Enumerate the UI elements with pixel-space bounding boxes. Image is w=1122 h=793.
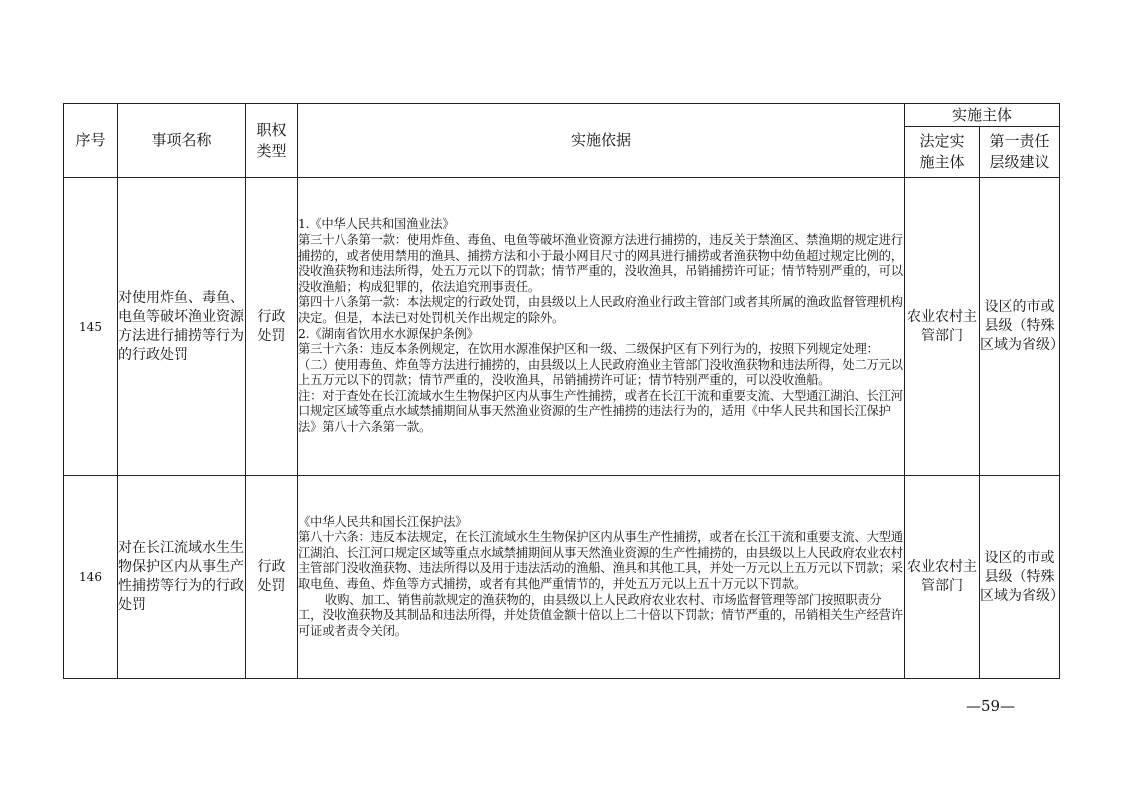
enforcement-table — [63, 103, 1064, 679]
row-legal-subject: 农业农村主管部门 — [905, 178, 980, 476]
basis-line: 第三十六条：违反本条例规定，在饮用水源准保护区和一级、二级保护区有下列行为的，按照下列规定处理： — [298, 342, 879, 357]
header-first-level: 第一责任层级建议 — [980, 127, 1060, 178]
header-type: 职权类型 — [246, 104, 298, 178]
row-name: 对使用炸鱼、毒鱼、电鱼等破坏渔业资源方法进行捕捞等行为的行政处罚 — [118, 178, 246, 476]
header-subject: 实施主体 — [905, 104, 1060, 127]
table-row — [64, 476, 1060, 679]
table-row — [64, 178, 1060, 476]
row-first-level: 设区的市或县级（特殊区域为省级） — [980, 476, 1060, 679]
basis-line: （二）使用毒鱼、炸鱼等方法进行捕捞的，由县级以上人民政府渔业主管部门没收渔获物和违法所得，处二万元以上五万元以下的罚款；情节严重的，没收渔具，吊销捕捞许可证；情节特别严重的，可以没收渔船。 — [298, 357, 903, 388]
row-basis — [298, 178, 905, 476]
header-name: 事项名称 — [118, 104, 246, 178]
page-number: —59— — [966, 697, 1016, 715]
row-seq: 145 — [64, 178, 118, 476]
header-seq: 序号 — [64, 104, 118, 178]
basis-line: 第四十八条第一款：本法规定的行政处罚，由县级以上人民政府渔业行政主管部门或者其所属的渔政监督管理机构决定。但是，本法已对处罚机关作出规定的除外。 — [298, 295, 903, 325]
row-legal-subject: 农业农村主管部门 — [905, 476, 980, 679]
basis-line: 收购、加工、销售前款规定的渔获物的，由县级以上人民政府农业农村、市场监督管理等部门按照职责分工，没收渔获物及其制品和违法所得，并处货值金额十倍以上二十倍以下罚款；情节严重的，吊销相关生产经营许可证或者责令关闭。 — [298, 592, 903, 638]
basis-line: 注：对于查处在长江流域水生生物保护区内从事生产性捕捞，或者在长江干流和重要支流、大型通江湖泊、长江河口规定区域等重点水域禁捕期间从事天然渔业资源的生产性捕捞的违法行为的，适用《中华人民共和国长江保护法》第八十六条第一款。 — [298, 388, 903, 435]
basis-line: 第八十六条：违反本法规定，在长江流域水生生物保护区内从事生产性捕捞，或者在长江干流和重要支流、大型通江湖泊、长江河口规定区域等重点水域禁捕期间从事天然渔业资源的生产性捕捞的，由县级以上人民政府农业农村主管部门没收渔获物、违法所得以及用于违法活动的渔船、渔具和其他工具，并处一万元以上五万元以下罚款；采取电鱼、毒鱼、炸鱼等方式捕捞，或者有其他严重情节的，并处五万元以上五十万元以下罚款。 — [298, 530, 903, 591]
row-name: 对在长江流域水生生物保护区内从事生产性捕捞等行为的行政处罚 — [118, 476, 246, 679]
header-basis: 实施依据 — [298, 104, 905, 178]
row-type: 行政处罚 — [246, 178, 298, 476]
basis-line: 《中华人民共和国长江保护法》 — [298, 514, 468, 529]
row-first-level: 设区的市或县级（特殊区域为省级） — [980, 178, 1060, 476]
basis-line: 第三十八条第一款：使用炸鱼、毒鱼、电鱼等破坏渔业资源方法进行捕捞的，违反关于禁渔区、禁渔期的规定进行捕捞的，或者使用禁用的渔具、捕捞方法和小于最小网目尺寸的网具进行捕捞或者渔获物中幼鱼超过规定比例的，没收渔获物和违法所得，处五万元以下的罚款；情节严重的，没收渔具，吊销捕捞许可证；情节特别严重的，可以没收渔船；构成犯罪的，依法追究刑事责任。 — [298, 232, 903, 294]
header-row-1 — [64, 104, 1060, 127]
row-type: 行政处罚 — [246, 476, 298, 679]
basis-line: 2.《湖南省饮用水水源保护条例》 — [298, 326, 479, 341]
header-legal-subject: 法定实施主体 — [905, 127, 980, 178]
row-basis — [298, 476, 905, 679]
row-seq: 146 — [64, 476, 118, 679]
basis-line: 1.《中华人民共和国渔业法》 — [298, 217, 455, 232]
